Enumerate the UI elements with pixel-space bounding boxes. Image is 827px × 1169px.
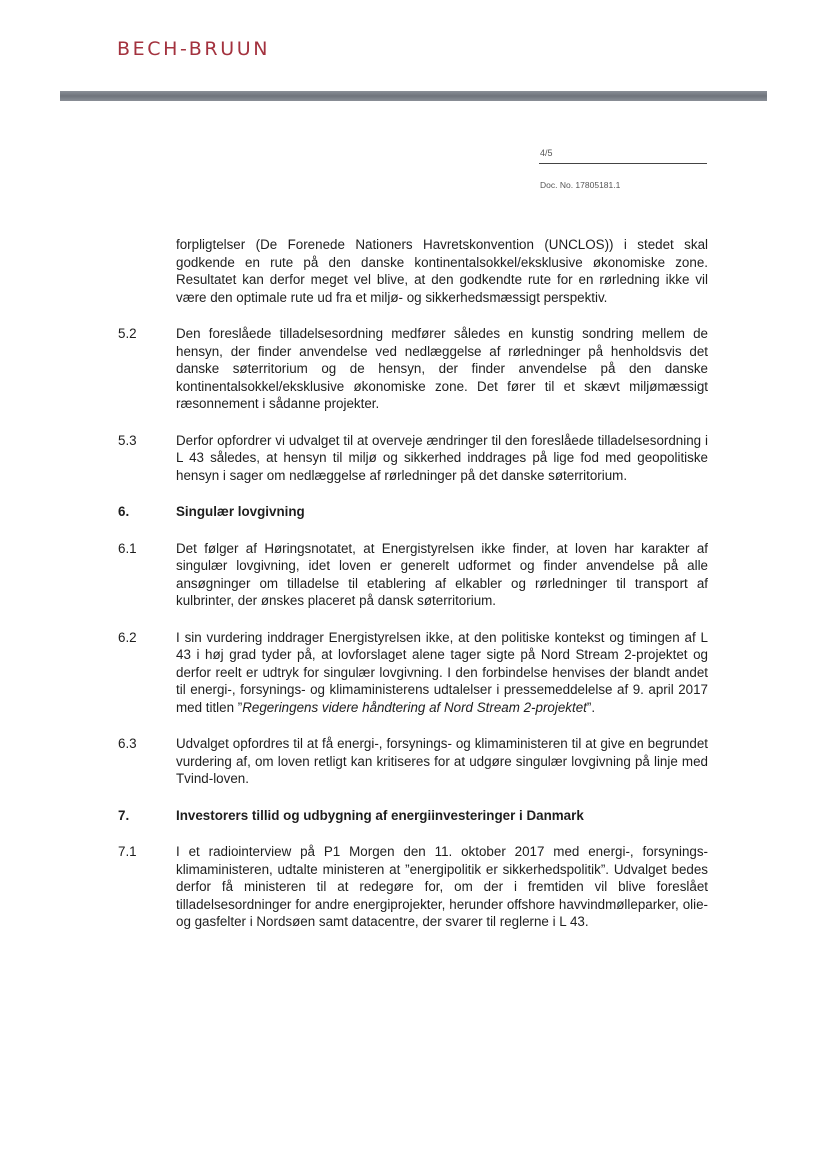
section-title: Investorers tillid og udbygning af energiinvesteringer i Danmark: [176, 807, 584, 823]
paragraph-number: [118, 236, 176, 306]
paragraph-text: forpligtelser (De Forenede Nationers Havretskonvention (UNCLOS)) i stedet skal godkende en rute på den danske kontinentalsokkel/eksklusive økonomiske zone. Resultatet kan derfor meget vel blive, at den godkendte rute for en rørledning ikke vil være den optimale rute ud fra et miljø- og sikkerhedsmæssigt perspektiv.: [176, 237, 708, 305]
paragraph-7-1: [118, 843, 708, 931]
paragraph-text-end: ”.: [586, 699, 596, 715]
paragraph-number: 5.3: [118, 432, 137, 448]
document-number: Doc. No. 17805181.1: [540, 180, 621, 190]
paragraph-text: Den foreslåede tilladelsesordning medfører således en kunstig sondring mellem de hensyn, der finder anvendelse ved nedlæggelse af rørledninger på henholdsvis det danske søterritorium og de hensyn, der finder anvendelse på den danske kontinentalsokkel/eksklusive økonomiske zone. Det fører til et skævt miljømæssigt ræsonnement i sådanne projekter.: [176, 326, 708, 411]
paragraph-6-1: [118, 540, 708, 610]
document-body: [118, 236, 708, 950]
paragraph-number: 6.2: [118, 629, 137, 645]
paragraph-number: 6.3: [118, 736, 137, 751]
header-rule: [539, 163, 707, 164]
section-7-heading: [118, 807, 708, 825]
paragraph-6-2: [118, 629, 708, 717]
paragraph-5-1-continued: [118, 236, 708, 306]
paragraph-text: Det følger af Høringsnotatet, at Energistyrelsen ikke finder, at loven har karakter af singulær lovgivning, idet loven er generelt udformet og finder anvendelse på alle ansøgninger om tilladelse til etablering af elkabler og rørledninger til transport af kulbrinter, der ønskes placeret på dansk søterritorium.: [176, 540, 708, 608]
paragraph-text-main: I sin vurdering inddrager Energistyrelsen ikke, at den politiske kontekst og timingen af L 43 i høj grad tyder på, at lovforslaget alene tager sigte på Nord Stream 2-projektet og derfor reelt er udtryk for singulær lovgivning. I den forbindelse henvises der blandt andet til energi-, forsynings- og klimaministerens udtalelser i pressemeddelelse af 9. april 2017 med titlen ”: [176, 629, 708, 715]
section-number: 6.: [118, 504, 130, 519]
press-release-title: Regeringens videre håndtering af Nord Stream 2-projektet: [242, 699, 587, 715]
paragraph-6-3: [118, 735, 708, 788]
paragraph-number: 5.2: [118, 326, 137, 341]
section-title: Singulær lovgivning: [176, 504, 305, 519]
paragraph-text: I et radiointerview på P1 Morgen den 11. oktober 2017 med energi-, forsynings-klimaministeren, udtalte ministeren at ”energipolitik er sikkerhedspolitik”. Udvalget bedes derfor få ministeren til at redegøre for, om der i fremtiden vil blive foreslået tilladelsesordninger for andre energiprojekter, herunder offshore havvindmølleparker, olie- og gasfelter i Nordsøen samt datacentre, der svarer til reglerne i L 43.: [176, 844, 708, 929]
page-number: 4/5: [540, 148, 553, 158]
paragraph-5-3: [118, 432, 708, 485]
section-number: 7.: [118, 807, 130, 823]
paragraph-text: Udvalget opfordres til at få energi-, forsynings- og klimaministeren til at give en begrundet vurdering af, om loven retligt kan kritiseres for at udgøre singulær lovgivning på linje med Tvind-loven.: [176, 736, 708, 786]
paragraph-number: 7.1: [118, 844, 137, 859]
paragraph-number: 6.1: [118, 540, 137, 556]
paragraph-text: Derfor opfordrer vi udvalget til at overveje ændringer til den foreslåede tilladelsesordning i L 43 således, at hensyn til miljø og sikkerhed inddrages på lige fod med geopolitiske hensyn i sager om nedlæggelse af rørledninger på det danske søterritorium.: [176, 432, 708, 483]
section-6-heading: [118, 503, 708, 521]
header-band: [60, 91, 767, 101]
paragraph-text: [176, 629, 708, 717]
company-logo: BECH-BRUUN: [117, 38, 271, 60]
paragraph-5-2: [118, 325, 708, 413]
